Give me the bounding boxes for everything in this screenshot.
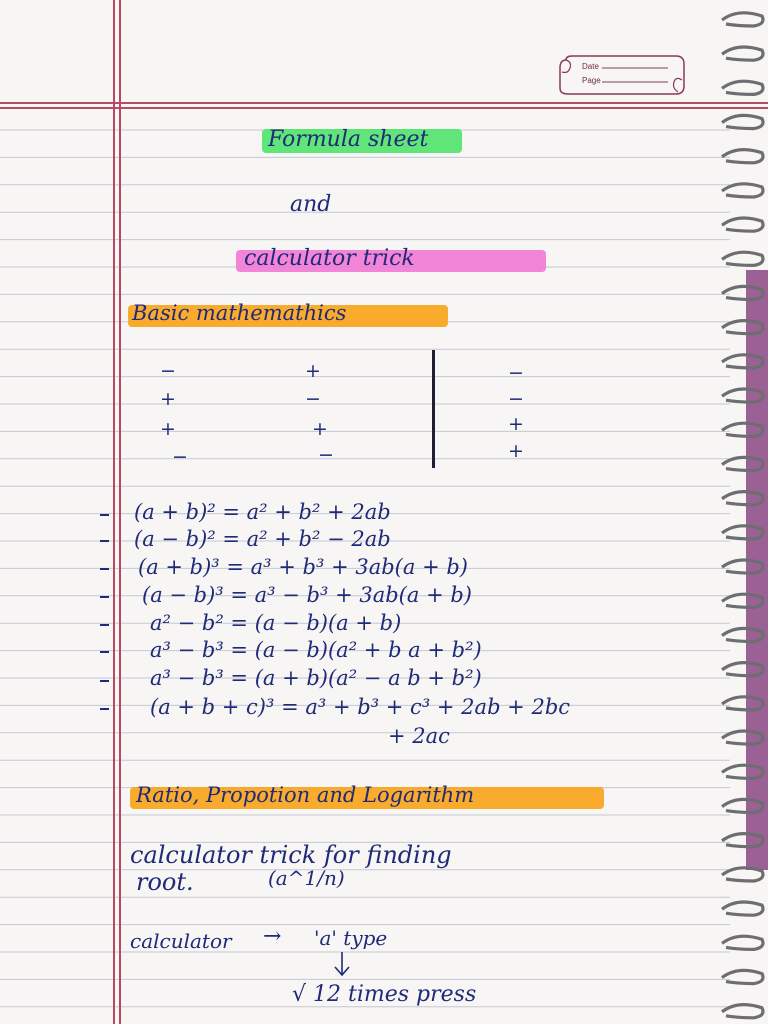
spiral-coil	[722, 184, 763, 197]
bullet-dash	[100, 596, 109, 598]
trick-power: (a^1/n)	[268, 866, 345, 890]
margin-line-1	[113, 0, 115, 1024]
arrow-icon: →	[263, 924, 282, 949]
formula-1: (a + b)² = a² + b² + 2ab	[134, 500, 391, 524]
section-heading-ratio: Ratio, Propotion and Logarithm	[136, 783, 475, 807]
sign-c3-r1: −	[508, 362, 524, 384]
spiral-coil	[722, 868, 763, 881]
spiral-binding	[708, 0, 768, 1024]
bullet-dash	[100, 680, 109, 682]
spiral-coil	[722, 218, 763, 231]
formula-4: (a − b)³ = a³ − b³ + 3ab(a + b)	[142, 583, 472, 607]
spiral-coil	[722, 697, 763, 710]
trick-line-3-type: 'a' type	[314, 926, 388, 950]
spiral-coil	[722, 799, 763, 812]
title-line-1: Formula sheet	[268, 127, 429, 152]
title-line-2: and	[290, 192, 332, 217]
spiral-coil	[722, 526, 763, 539]
sign-c3-r2: −	[508, 388, 524, 410]
sign-c2-r1: +	[305, 360, 321, 382]
bullet-dash	[100, 568, 109, 570]
margin-line-2	[119, 0, 121, 1024]
formula-7: a³ − b³ = (a + b)(a² − a b + b²)	[150, 666, 482, 690]
formula-8: (a + b + c)³ = a³ + b³ + c³ + 2ab + 2bc	[150, 695, 571, 719]
spiral-coil	[722, 936, 763, 949]
spiral-coil	[722, 457, 763, 470]
date-label: Date	[582, 62, 599, 71]
sign-c1-r1: −	[160, 360, 176, 382]
title-line-3: calculator trick	[244, 246, 415, 271]
trick-line-3-calculator: calculator	[130, 929, 232, 953]
sign-c1-r4: −	[172, 446, 188, 468]
sign-c2-r2: −	[305, 388, 321, 410]
formula-5: a² − b² = (a − b)(a + b)	[150, 611, 402, 635]
spiral-coil	[722, 902, 763, 915]
spiral-coil	[722, 663, 763, 676]
sign-c1-r2: +	[160, 388, 176, 410]
formula-2: (a − b)² = a² + b² − 2ab	[134, 527, 391, 551]
spiral-coil	[722, 834, 763, 847]
page-label: Page	[582, 76, 601, 85]
formula-3: (a + b)³ = a³ + b³ + 3ab(a + b)	[138, 555, 468, 579]
spiral-coil	[722, 286, 763, 299]
formula-6: a³ − b³ = (a − b)(a² + b a + b²)	[150, 638, 482, 662]
spiral-coil	[722, 594, 763, 607]
date-page-stamp	[558, 54, 686, 96]
spiral-coil	[722, 560, 763, 573]
table-divider	[432, 350, 435, 468]
trick-line-4: √ 12 times press	[292, 982, 477, 1007]
header-line-2	[0, 107, 768, 109]
spiral-coil	[722, 1005, 763, 1018]
spiral-coil	[722, 321, 763, 334]
trick-line-1: calculator trick for finding	[130, 841, 452, 869]
spiral-coil	[722, 47, 763, 60]
spiral-coil	[722, 81, 763, 94]
sign-c2-r3: +	[312, 418, 328, 440]
sign-c1-r3: +	[160, 418, 176, 440]
bullet-dash	[100, 651, 109, 653]
spiral-coil	[722, 423, 763, 436]
down-arrow-icon	[332, 950, 352, 978]
bullet-dash	[100, 708, 109, 710]
sign-c3-r3: +	[508, 413, 524, 435]
spiral-coil	[722, 355, 763, 368]
spiral-coil	[722, 150, 763, 163]
spiral-coil	[722, 970, 763, 983]
bullet-dash	[100, 514, 109, 516]
spiral-coil	[722, 492, 763, 505]
spiral-coil	[722, 389, 763, 402]
sign-c2-r4: −	[318, 444, 334, 466]
spiral-coil	[722, 115, 763, 128]
formula-8-continued: + 2ac	[388, 724, 450, 748]
trick-line-2: root.	[136, 868, 194, 896]
section-heading-basic: Basic mathemathics	[132, 301, 347, 325]
spiral-coil	[722, 731, 763, 744]
bullet-dash	[100, 624, 109, 626]
spiral-coil	[722, 765, 763, 778]
spiral-coil	[722, 252, 763, 265]
sign-c3-r4: +	[508, 440, 524, 462]
bullet-dash	[100, 540, 109, 542]
spiral-coil	[722, 628, 763, 641]
header-line-1	[0, 102, 768, 104]
spiral-coil	[722, 13, 763, 26]
